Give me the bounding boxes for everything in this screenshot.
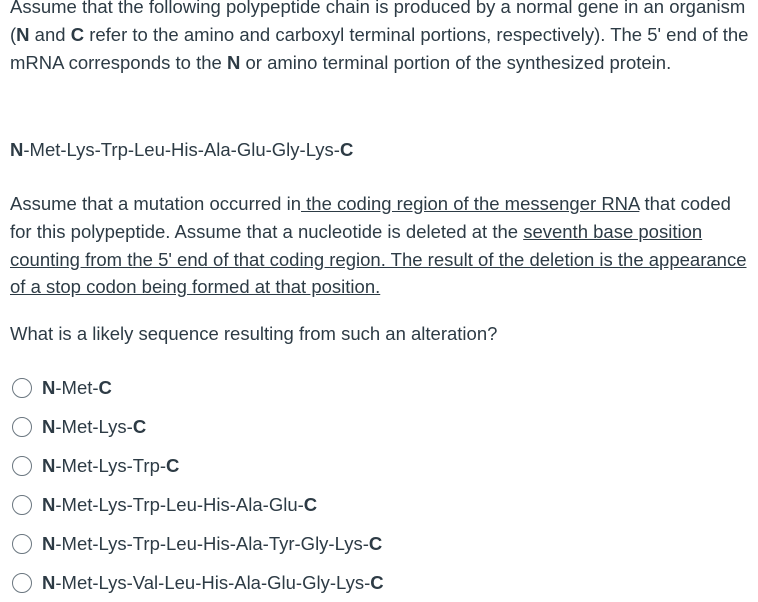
question-prompt: What is a likely sequence resulting from such an alteration? [10, 323, 498, 344]
radio-button[interactable] [12, 378, 32, 398]
answer-option[interactable] [12, 368, 384, 407]
answer-option[interactable] [12, 524, 384, 563]
answer-option-label: N-Met-C [42, 376, 112, 398]
polypeptide-sequence: N-Met-Lys-Trp-Leu-His-Ala-Glu-Gly-Lys-C [10, 139, 354, 160]
question-intro: Assume that the following polypeptide chain is produced by a normal gene in an organism (N and C refer to the amino and carboxyl terminal portions, respectively). The 5' end of the mRNA corresponds to the N or amino terminal portion of the synthesized protein. [10, 0, 749, 73]
mutation-description: Assume that a mutation occurred in the coding region of the messenger RNA that coded for this polypeptide. Assume that a nucleotide is deleted at the seventh base position counting from the 5' end of that coding region. The result of the deletion is the appearance of a stop codon being formed at that position. [10, 193, 747, 298]
radio-button[interactable] [12, 573, 32, 593]
answer-option-label: N-Met-Lys-Val-Leu-His-Ala-Glu-Gly-Lys-C [42, 571, 384, 593]
answer-option[interactable] [12, 407, 384, 446]
answer-option-label: N-Met-Lys-Trp-Leu-His-Ala-Tyr-Gly-Lys-C [42, 532, 383, 554]
answer-option[interactable] [12, 485, 384, 524]
radio-button[interactable] [12, 417, 32, 437]
radio-button[interactable] [12, 534, 32, 554]
answer-option[interactable] [12, 446, 384, 485]
answer-option-label: N-Met-Lys-C [42, 415, 147, 437]
radio-button[interactable] [12, 456, 32, 476]
answer-options [12, 368, 384, 602]
answer-option-label: N-Met-Lys-Trp-C [42, 454, 180, 476]
radio-button[interactable] [12, 495, 32, 515]
answer-option-label: N-Met-Lys-Trp-Leu-His-Ala-Glu-C [42, 493, 318, 515]
answer-option[interactable] [12, 563, 384, 602]
